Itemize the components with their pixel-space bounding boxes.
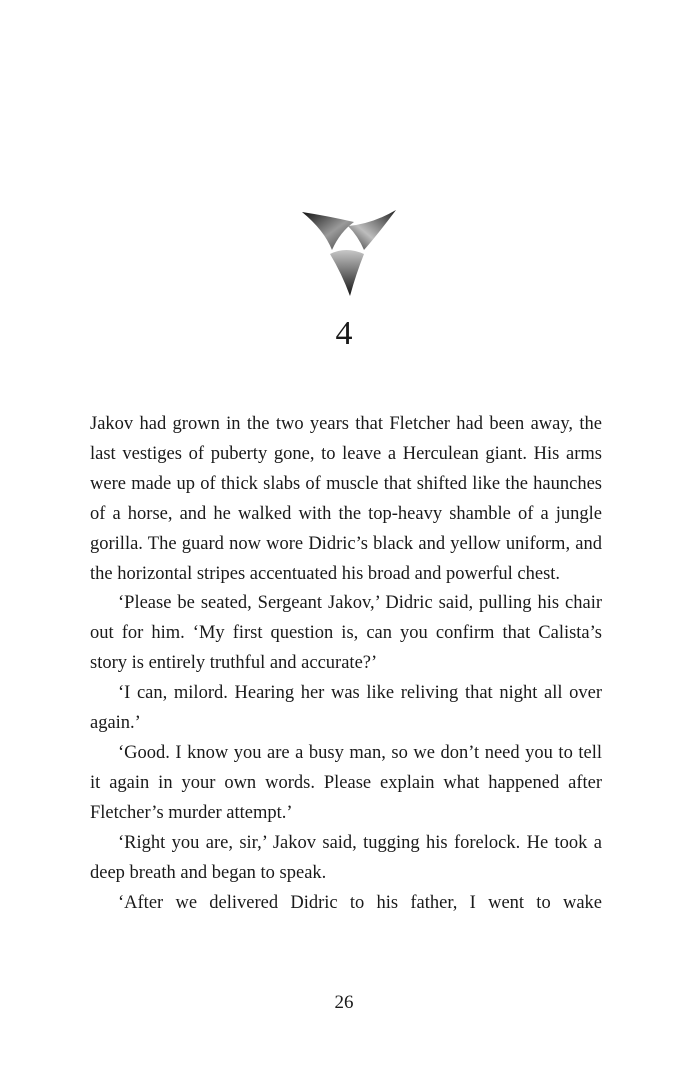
paragraph: ‘After we delivered Didric to his father, I went to wake: [118, 892, 602, 913]
page-number: 26: [334, 992, 354, 1013]
triangle-emblem-icon: [302, 210, 396, 296]
chapter-body: [90, 410, 602, 918]
paragraph: Jakov had grown in the two years that Fletcher had been away, the last vestiges of puberty gone, to leave a Herculean giant. His arms were made up of thick slabs of muscle that shifted like the haunches of a horse, and he walked with the top-heavy shamble of a jungle gorilla. The guard now wore Didric’s black and yellow uniform, and the horizontal stripes accentuated his broad and powerful chest.: [90, 414, 602, 584]
paragraph: ‘Please be seated, Sergeant Jakov,’ Didric said, pulling his chair out for him. ‘My first question is, can you confirm that Calista’s story is entirely truthful and accurate?’: [90, 593, 602, 674]
chapter-number: 4: [335, 315, 353, 352]
paragraph: ‘Good. I know you are a busy man, so we don’t need you to tell it again in your own words. Please explain what happened after Fletcher’s murder attempt.’: [90, 742, 602, 823]
paragraph: ‘Right you are, sir,’ Jakov said, tugging his forelock. He took a deep breath and began to speak.: [90, 832, 602, 883]
paragraph: ‘I can, milord. Hearing her was like reliving that night all over again.’: [90, 683, 602, 734]
